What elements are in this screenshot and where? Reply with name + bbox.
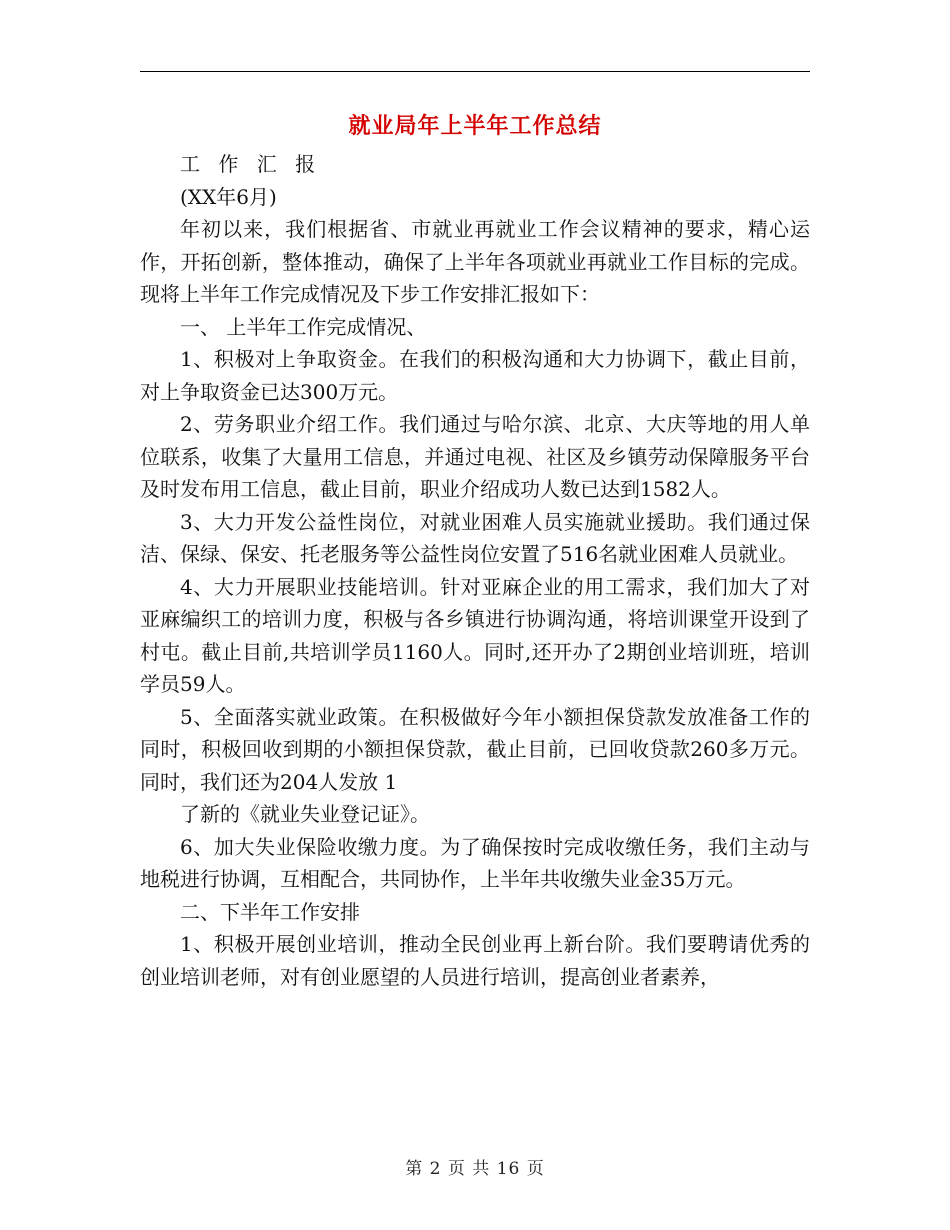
paragraph-date: (XX年6月) xyxy=(180,184,277,209)
document-title: 就业局年上半年工作总结 xyxy=(348,114,602,139)
page-number: 第 2 页 共 16 页 xyxy=(405,1159,545,1179)
paragraph-item-5-continued: 了新的《就业失业登记证》。 xyxy=(180,802,430,826)
paragraph-item-1: 1、积极对上争取资金。在我们的积极沟通和大力协调下，截止目前，对上争取资金已达300万元。 xyxy=(140,347,810,404)
paragraph-item-6: 6、加大失业保险收缴力度。为了确保按时完成收缴任务，我们主动与地税进行协调，互相配合，共同协作，上半年共收缴失业金35万元。 xyxy=(140,834,810,891)
paragraph-item-4: 4、大力开展职业技能培训。针对亚麻企业的用工需求，我们加大了对亚麻编织工的培训力度，积极与各乡镇进行协调沟通，将培训课堂开设到了村屯。截止目前,共培训学员1160人。同时,还开办了2期创业培训班，培训学员59人。 xyxy=(140,574,810,696)
paragraph-intro: 年初以来，我们根据省、市就业再就业工作会议精神的要求，精心运作，开拓创新，整体推动，确保了上半年各项就业再就业工作目标的完成。现将上半年工作完成情况及下步工作安排汇报如下： xyxy=(140,217,810,306)
paragraph-item-5: 5、全面落实就业政策。在积极做好今年小额担保贷款发放准备工作的同时，积极回收到期的小额担保贷款，截止目前，已回收贷款260多万元。同时，我们还为204人发放 1 xyxy=(140,704,810,794)
paragraph-item-2: 2、劳务职业介绍工作。我们通过与哈尔滨、北京、大庆等地的用人单位联系，收集了大量用工信息，并通过电视、社区及乡镇劳动保障服务平台及时发布用工信息，截止目前，职业介绍成功人数已达到1582人。 xyxy=(140,412,810,501)
section-heading-first-half: 一、 上半年工作完成情况、 xyxy=(180,314,427,339)
header-rule xyxy=(140,71,810,72)
paragraph-report-heading: 工 作 汇 报 xyxy=(180,152,322,176)
paragraph-plan-1: 1、积极开展创业培训，推动全民创业再上新台阶。我们要聘请优秀的创业培训老师，对有创业愿望的人员进行培训，提高创业者素养， xyxy=(140,932,810,989)
section-heading-second-half: 二、下半年工作安排 xyxy=(180,899,360,924)
document-body xyxy=(140,148,810,993)
paragraph-item-3: 3、大力开发公益性岗位，对就业困难人员实施就业援助。我们通过保洁、保绿、保安、托老服务等公益性岗位安置了516名就业困难人员就业。 xyxy=(140,509,810,566)
